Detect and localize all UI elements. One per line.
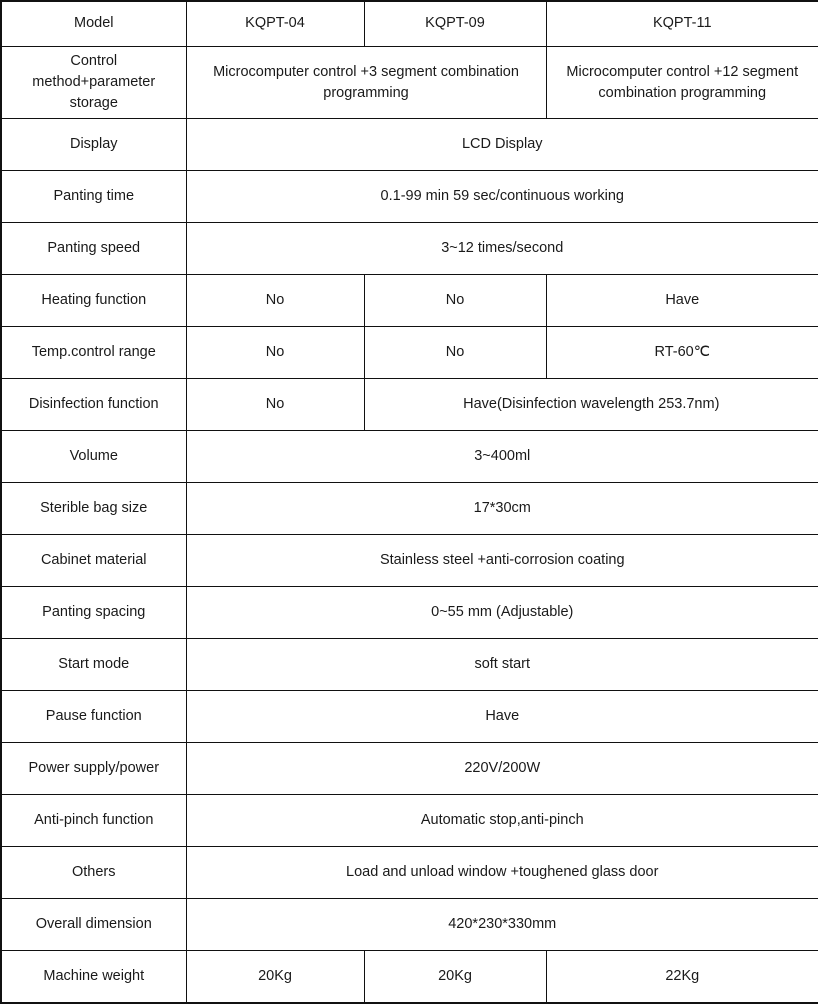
cell-value: Microcomputer control +3 segment combination programming	[186, 47, 546, 119]
cell-value: 22Kg	[546, 951, 818, 1004]
cell-value: Stainless steel +anti-corrosion coating	[186, 535, 818, 587]
row-label: Others	[1, 847, 186, 899]
table-row	[1, 379, 818, 431]
cell-value: 220V/200W	[186, 743, 818, 795]
row-label: Temp.control range	[1, 327, 186, 379]
cell-value: No	[186, 327, 364, 379]
table-row	[1, 899, 818, 951]
table-row	[1, 483, 818, 535]
row-label: Machine weight	[1, 951, 186, 1004]
cell-value: KQPT-09	[364, 1, 546, 47]
table-row	[1, 431, 818, 483]
row-label: Pause function	[1, 691, 186, 743]
cell-value: No	[364, 275, 546, 327]
table-row	[1, 639, 818, 691]
cell-value: 20Kg	[186, 951, 364, 1004]
table-row	[1, 795, 818, 847]
cell-value: 0~55 mm (Adjustable)	[186, 587, 818, 639]
cell-value: Microcomputer control +12 segment combination programming	[546, 47, 818, 119]
row-label: Cabinet material	[1, 535, 186, 587]
row-label: Volume	[1, 431, 186, 483]
table-row	[1, 171, 818, 223]
cell-value: No	[186, 379, 364, 431]
table-row	[1, 847, 818, 899]
row-label: Heating function	[1, 275, 186, 327]
row-label: Panting spacing	[1, 587, 186, 639]
table-row	[1, 951, 818, 1004]
cell-value: KQPT-04	[186, 1, 364, 47]
table-row	[1, 119, 818, 171]
row-label: Panting time	[1, 171, 186, 223]
row-label: Overall dimension	[1, 899, 186, 951]
spec-table-body	[1, 1, 818, 1003]
table-row	[1, 1, 818, 47]
row-label: Control method+parameter storage	[1, 47, 186, 119]
cell-value: Have	[546, 275, 818, 327]
cell-value: No	[186, 275, 364, 327]
table-row	[1, 587, 818, 639]
row-label: Model	[1, 1, 186, 47]
row-label: Power supply/power	[1, 743, 186, 795]
row-label: Start mode	[1, 639, 186, 691]
row-label: Disinfection function	[1, 379, 186, 431]
cell-value: 17*30cm	[186, 483, 818, 535]
cell-value: KQPT-11	[546, 1, 818, 47]
table-row	[1, 535, 818, 587]
table-row	[1, 691, 818, 743]
cell-value: 3~400ml	[186, 431, 818, 483]
table-row	[1, 743, 818, 795]
table-row	[1, 275, 818, 327]
cell-value: RT-60℃	[546, 327, 818, 379]
table-row	[1, 47, 818, 119]
cell-value: Load and unload window +toughened glass door	[186, 847, 818, 899]
row-label: Panting speed	[1, 223, 186, 275]
cell-value: 3~12 times/second	[186, 223, 818, 275]
cell-value: soft start	[186, 639, 818, 691]
row-label: Sterible bag size	[1, 483, 186, 535]
row-label: Display	[1, 119, 186, 171]
cell-value: Automatic stop,anti-pinch	[186, 795, 818, 847]
cell-value: Have(Disinfection wavelength 253.7nm)	[364, 379, 818, 431]
cell-value: 420*230*330mm	[186, 899, 818, 951]
cell-value: 20Kg	[364, 951, 546, 1004]
cell-value: No	[364, 327, 546, 379]
table-row	[1, 327, 818, 379]
cell-value: Have	[186, 691, 818, 743]
cell-value: LCD Display	[186, 119, 818, 171]
table-row	[1, 223, 818, 275]
cell-value: 0.1-99 min 59 sec/continuous working	[186, 171, 818, 223]
row-label: Anti-pinch function	[1, 795, 186, 847]
